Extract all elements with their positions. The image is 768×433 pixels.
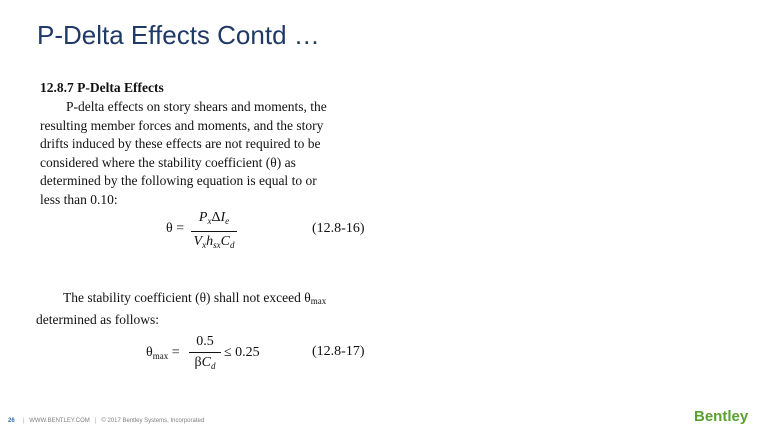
bentley-logo: Bentley [694,408,749,425]
paragraph-1-line: determined by the following equation is equal to or [40,173,317,189]
paragraph-2 [36,289,376,329]
fraction-denominator: $V_xh_{sx}C_d$ [193,234,235,250]
equation-rhs: ≤ 0.25 [224,345,260,360]
fraction-denominator: $\beta C_d$ [194,355,216,371]
footer-divider: | [22,418,25,424]
paragraph-1-line: less than 0.10: [40,191,118,207]
paragraph-1-line: drifts induced by these effects are not required to be [40,136,321,152]
section-heading: 12.8.7 P-Delta Effects [40,80,164,95]
equation-number: (12.8-17) [312,344,365,359]
equation-lhs: θ = [166,221,185,236]
fraction-numerator: 0.5 [196,334,214,349]
paragraph-2-line: determined as follows: [36,311,159,327]
paragraph-2-line: The stability coefficient (θ) shall not exceed θmax [63,290,327,306]
footer-website: WWW.BENTLEY.COM [29,418,90,424]
slide-title: P-Delta Effects Contd … [37,20,320,50]
equation-fraction [190,208,238,255]
paragraph-1-line: P-delta effects on story shears and moments, the [66,99,327,114]
equation-number: (12.8-16) [312,221,365,236]
slide-footer [8,418,204,424]
paragraph-1 [40,98,370,210]
fraction-numerator: $P_x\Delta I_e$ [198,210,230,226]
paragraph-1-line: resulting member forces and moments, and the story [40,117,324,133]
equation-lhs: $\theta_{max}$ = [146,345,180,361]
footer-divider: | [94,418,97,424]
paragraph-1-line: considered where the stability coefficient (θ) as [40,154,296,170]
footer-copyright: © 2017 Bentley Systems, Incorporated [101,418,205,424]
equation-fraction [188,332,222,376]
page-number: 26 [8,418,15,424]
